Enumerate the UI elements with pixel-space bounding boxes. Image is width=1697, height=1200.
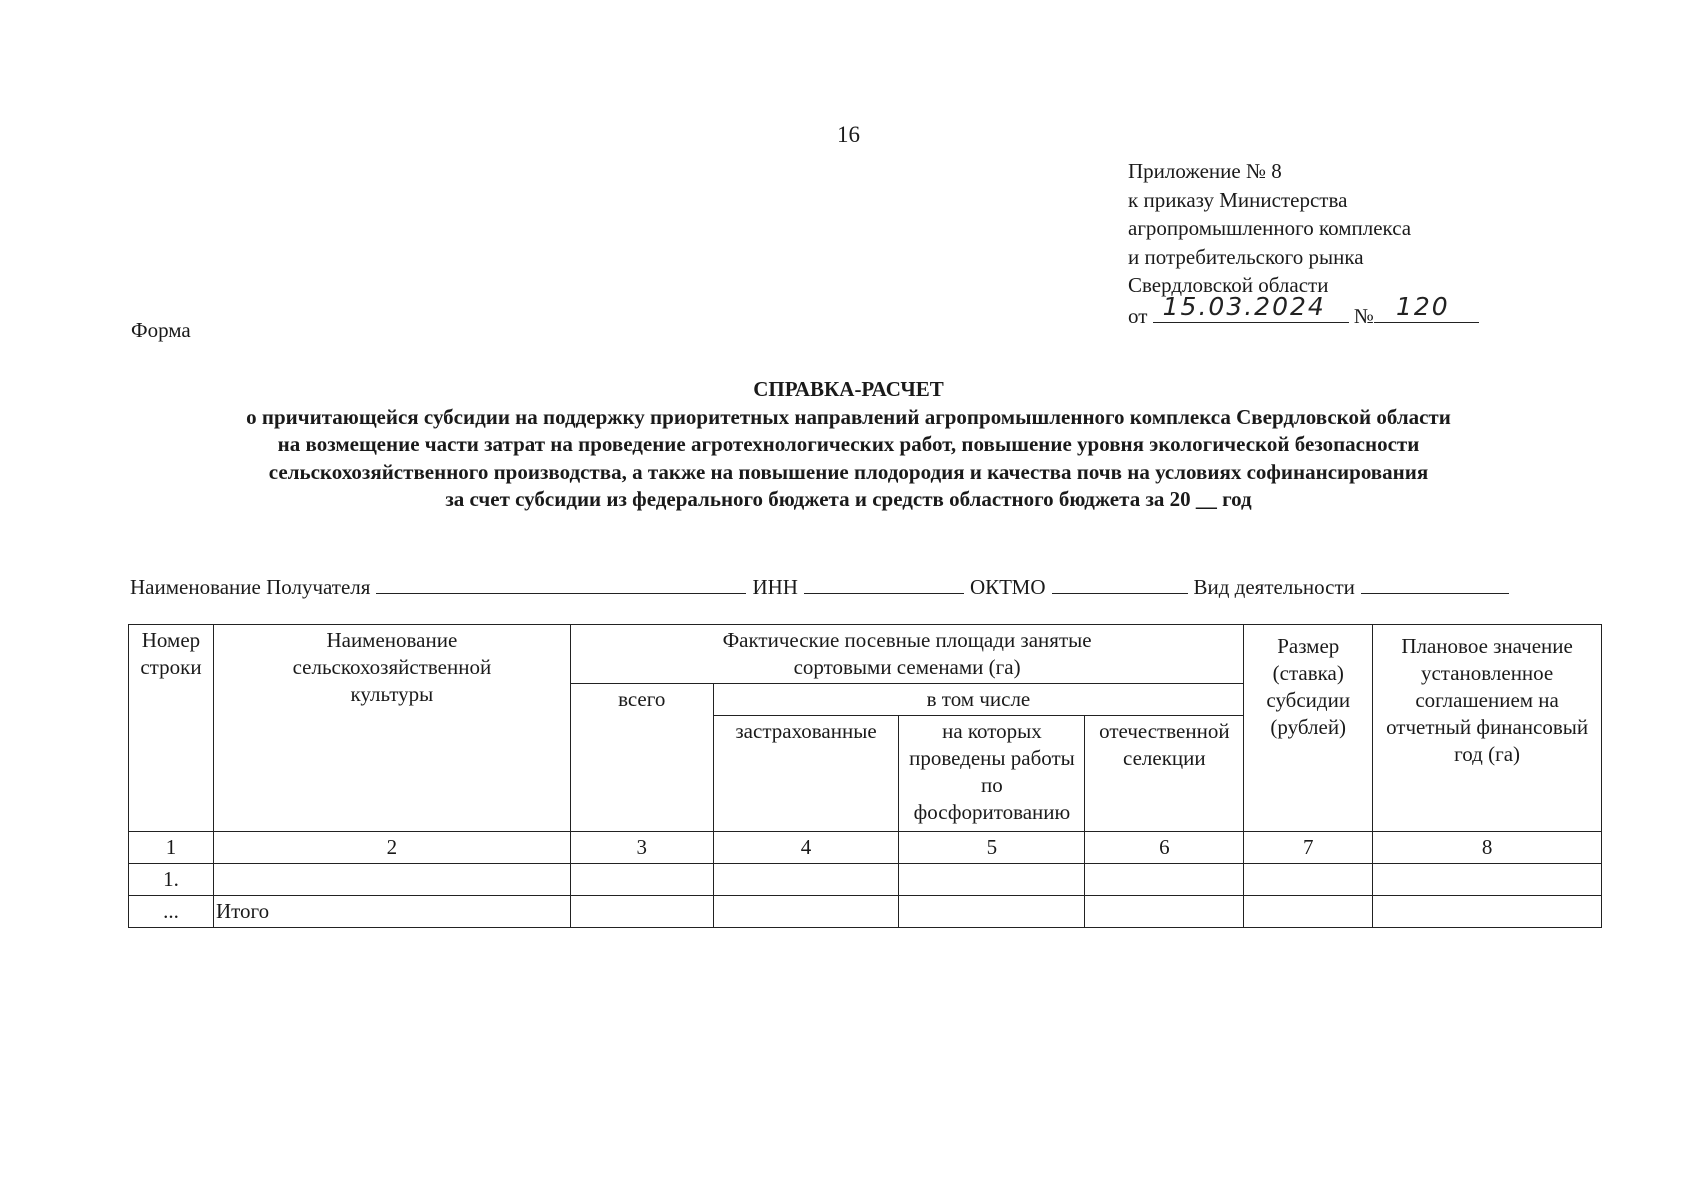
date-field xyxy=(1153,292,1349,323)
phosphoritized-cell[interactable] xyxy=(899,896,1085,928)
oktmo-field[interactable] xyxy=(1052,575,1188,594)
table-row xyxy=(129,896,1602,928)
activity-label: Вид деятельности xyxy=(1193,575,1355,599)
number-prefix: № xyxy=(1353,303,1374,328)
crop-name-cell: Итого xyxy=(213,896,570,928)
subsidy-rate-cell[interactable] xyxy=(1244,864,1373,896)
activity-field[interactable] xyxy=(1361,575,1509,594)
appendix-line: агропромышленного комплекса xyxy=(1128,216,1412,240)
header-insured: застрахованные xyxy=(713,716,899,832)
recipient-name-label: Наименование Получателя xyxy=(130,575,371,599)
title-line: за счет субсидии из федерального бюджета и средств областного бюджета за 20 __ год xyxy=(445,487,1252,511)
number-field xyxy=(1374,292,1479,323)
appendix-line: и потребительского рынка xyxy=(1128,244,1364,269)
planned-value-cell[interactable] xyxy=(1373,864,1602,896)
subsidy-rate-cell[interactable] xyxy=(1244,896,1373,928)
appendix-date-line xyxy=(1128,292,1479,331)
date-prefix: от xyxy=(1128,303,1148,328)
page-number: 16 xyxy=(837,122,860,147)
header-subsidy-rate: Размер (ставка) субсидии (рублей) xyxy=(1244,625,1373,832)
appendix-block xyxy=(1128,157,1479,330)
title-line: сельскохозяйственного производства, а также на повышение плодородия и качества почв на условиях софинансирования xyxy=(268,459,1429,484)
column-number: 8 xyxy=(1373,832,1602,864)
header-crop-name: Наименование сельскохозяйственной культуры xyxy=(213,625,570,832)
form-label: Форма xyxy=(131,318,191,342)
header-including: в том числе xyxy=(713,684,1244,716)
header-total: всего xyxy=(570,684,713,832)
header-areas-group: Фактические посевные площади занятые сортовыми семенами (га) xyxy=(570,625,1243,684)
subsidy-table xyxy=(128,624,1602,928)
title-line: на возмещение части затрат на проведение агротехнологических работ, повышение уровня экологической безопасности xyxy=(277,432,1420,456)
column-number: 4 xyxy=(713,832,899,864)
header-planned-value: Плановое значение установленное соглашением на отчетный финансовый год (га) xyxy=(1373,625,1602,832)
column-number: 7 xyxy=(1244,832,1373,864)
column-number: 1 xyxy=(129,832,214,864)
insured-cell[interactable] xyxy=(713,864,899,896)
crop-name-cell[interactable] xyxy=(213,864,570,896)
handwritten-number: 120 xyxy=(1395,292,1450,321)
oktmo-label: ОКТМО xyxy=(969,575,1046,599)
handwritten-date: 15.03.2024 xyxy=(1162,292,1326,321)
recipient-info xyxy=(130,575,1585,600)
header-row-number: Номер строки xyxy=(129,625,214,832)
appendix-line: к приказу Министерства xyxy=(1128,187,1348,212)
table-row xyxy=(129,864,1602,896)
planned-value-cell[interactable] xyxy=(1373,896,1602,928)
total-cell[interactable] xyxy=(570,864,713,896)
title-heading: СПРАВКА-РАСЧЕТ xyxy=(753,377,944,401)
appendix-line: Свердловской области xyxy=(1128,273,1329,297)
phosphoritized-cell[interactable] xyxy=(899,864,1085,896)
column-number: 5 xyxy=(899,832,1085,864)
column-number: 6 xyxy=(1085,832,1244,864)
insured-cell[interactable] xyxy=(713,896,899,928)
column-number: 3 xyxy=(570,832,713,864)
appendix-line: Приложение № 8 xyxy=(1128,159,1282,183)
recipient-name-field[interactable] xyxy=(376,575,746,594)
domestic-cell[interactable] xyxy=(1085,864,1244,896)
column-number: 2 xyxy=(213,832,570,864)
header-domestic: отечественной селекции xyxy=(1085,716,1244,832)
total-cell[interactable] xyxy=(570,896,713,928)
inn-field[interactable] xyxy=(804,575,964,594)
row-number-cell: ... xyxy=(129,896,214,928)
header-phosphoritized: на которых проведены работы по фосфоритованию xyxy=(899,716,1085,832)
document-title xyxy=(0,376,1697,514)
row-number-cell: 1. xyxy=(129,864,214,896)
inn-label: ИНН xyxy=(752,575,798,599)
domestic-cell[interactable] xyxy=(1085,896,1244,928)
title-line: о причитающейся субсидии на поддержку приоритетных направлений агропромышленного комплекса Свердловской области xyxy=(246,404,1451,429)
